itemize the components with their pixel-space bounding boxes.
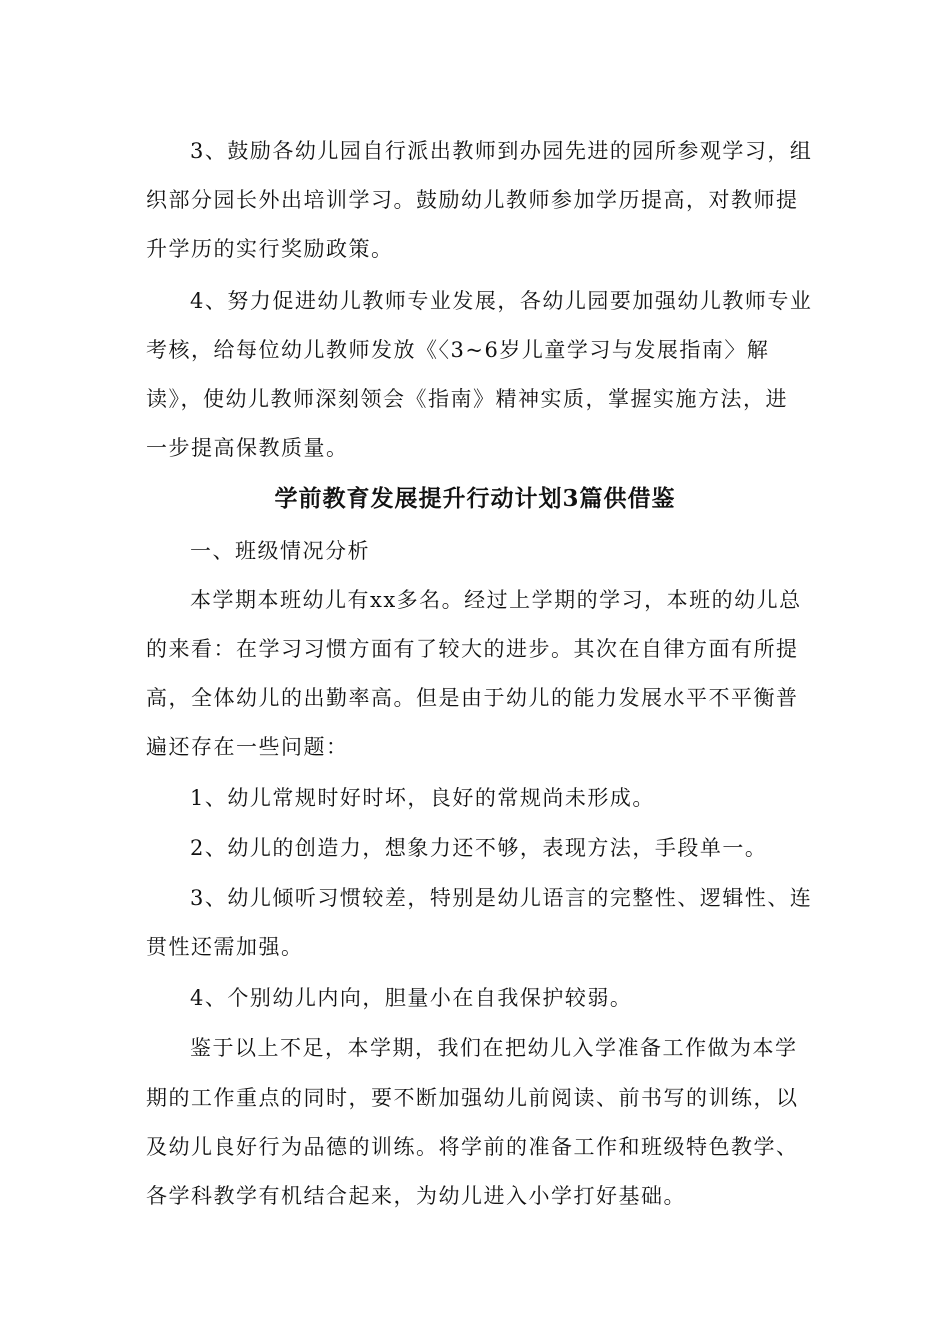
intro-line: 的来看：在学习习惯方面有了较大的进步。其次在自律方面有所提	[146, 637, 799, 661]
list-item: 3、幼儿倾听习惯较差，特别是幼儿语言的完整性、逻辑性、连	[190, 886, 813, 910]
list-item: 1、幼儿常规时好时坏，良好的常规尚未形成。	[190, 786, 655, 810]
paragraph-4-line: 4、努力促进幼儿教师专业发展，各幼儿园要加强幼儿教师专业	[190, 289, 813, 313]
intro-line: 高，全体幼儿的出勤率高。但是由于幼儿的能力发展水平不平衡普	[146, 686, 799, 710]
conclusion-line: 期的工作重点的同时，要不断加强幼儿前阅读、前书写的训练，以	[146, 1086, 799, 1110]
list-item: 4、个别幼儿内向，胆量小在自我保护较弱。	[190, 986, 633, 1010]
intro-line: 遍还存在一些问题：	[146, 735, 349, 759]
paragraph-3-line: 升学历的实行奖励政策。	[146, 237, 394, 261]
conclusion-line: 鉴于以上不足，本学期，我们在把幼儿入学准备工作做为本学	[190, 1036, 798, 1060]
section-heading: 一、班级情况分析	[190, 539, 370, 563]
conclusion-line: 及幼儿良好行为品德的训练。将学前的准备工作和班级特色教学、	[146, 1135, 799, 1159]
conclusion-line: 各学科教学有机结合起来，为幼儿进入小学打好基础。	[146, 1184, 686, 1208]
list-item-continuation: 贯性还需加强。	[146, 935, 304, 959]
paragraph-4-line: 读》，使幼儿教师深刻领会《指南》精神实质，掌握实施方法，进	[146, 387, 788, 411]
paragraph-3-line: 织部分园长外出培训学习。鼓励幼儿教师参加学历提高，对教师提	[146, 188, 799, 212]
paragraph-4-line: 一步提高保教质量。	[146, 436, 349, 460]
paragraph-3-line: 3、鼓励各幼儿园自行派出教师到办园先进的园所参观学习，组	[190, 139, 813, 163]
intro-line: 本学期本班幼儿有xx多名。经过上学期的学习，本班的幼儿总	[190, 588, 802, 612]
list-item: 2、幼儿的创造力，想象力还不够，表现方法，手段单一。	[190, 836, 768, 860]
document-title: 学前教育发展提升行动计划3篇供借鉴	[274, 485, 676, 512]
paragraph-4-line: 考核，给每位幼儿教师发放《〈3~6岁儿童学习与发展指南〉解	[146, 338, 770, 362]
